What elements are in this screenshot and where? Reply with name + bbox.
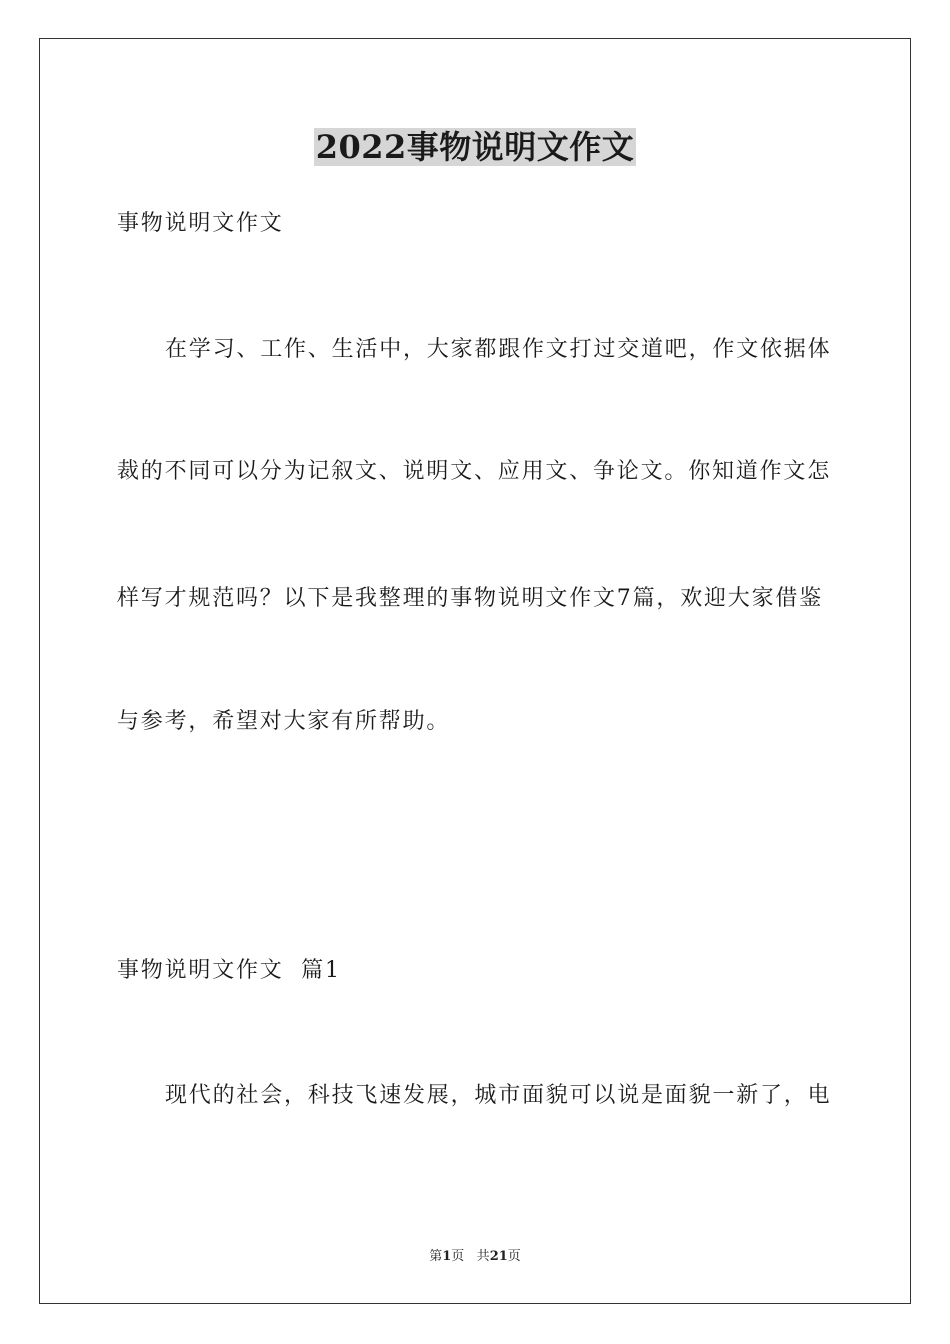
- intro-line-2: 裁的不同可以分为记叙文、说明文、应用文、争论文。你知道作文怎: [117, 459, 832, 484]
- document-title-text: 2022事物说明文作文: [315, 128, 635, 166]
- document-subtitle: 事物说明文作文: [117, 211, 284, 236]
- page-footer: [0, 1248, 950, 1266]
- intro-line-4: 与参考，希望对大家有所帮助。: [117, 709, 451, 734]
- intro-line-1: 在学习、工作、生活中，大家都跟作文打过交道吧，作文依据体: [165, 337, 832, 362]
- footer-total-pages: 21: [489, 1249, 508, 1264]
- section-first-line: 现代的社会，科技飞速发展，城市面貌可以说是面貌一新了，电: [165, 1083, 832, 1108]
- intro-line-3: 样写才规范吗？以下是我整理的事物说明文作文7篇，欢迎大家借鉴: [117, 586, 823, 611]
- footer-page-suffix: 页: [451, 1249, 465, 1264]
- section-heading: 事物说明文作文 篇1: [117, 958, 341, 983]
- footer-total-suffix: 页: [507, 1249, 521, 1264]
- footer-current-page: 1: [442, 1249, 452, 1264]
- footer-page-prefix: 第: [429, 1249, 443, 1264]
- footer-total-prefix: 共: [476, 1249, 490, 1264]
- document-title: [0, 124, 950, 170]
